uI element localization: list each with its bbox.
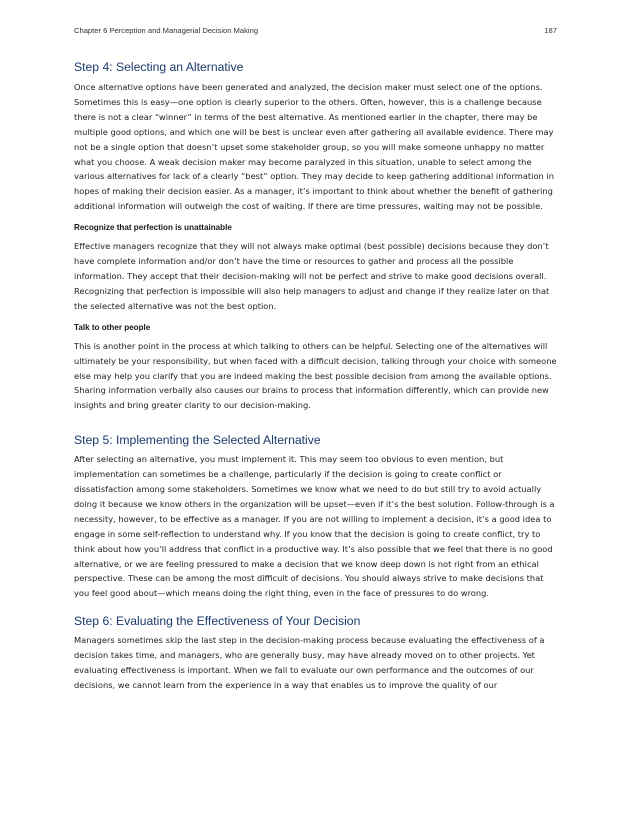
page-number: 187	[544, 26, 557, 35]
page-content	[74, 59, 557, 693]
section-heading-step5: Step 5: Implementing the Selected Alternative	[74, 433, 321, 448]
section-heading-step6: Step 6: Evaluating the Effectiveness of Your Decision	[74, 614, 361, 629]
subheading-perfection: Recognize that perfection is unattainable	[74, 223, 232, 233]
section-heading-step4: Step 4: Selecting an Alternative	[74, 60, 244, 74]
step4-paragraph: Once alternative options have been generated and analyzed, the decision maker must select one of the options. Sometimes this is easy—one option is clearly superior to the others. Often, however, this is a challenge because there is not a clear “winner” in terms of the best alternative. As mentioned earlier in the chapter, there may be multiple good options, and which one will be best is unclear even after gathering all available evidence. There may not be a single option that doesn’t upset some stakeholder group, so you will make someone unhappy no matter what you choose. A weak decision maker may become paralyzed in this situation, unable to select among the various alternatives for lack of a clearly “best” option. They may decide to keep gathering additional information in hopes of making their decision easier. As a manager, it’s important to think about whether the benefit of gathering additional information will outweigh the cost of waiting. If there are time pressures, waiting may not be possible.	[74, 82, 554, 212]
subheading-talk-to-others: Talk to other people	[74, 322, 151, 332]
perfection-paragraph: Effective managers recognize that they will not always make optimal (best possible) decisions because they don’t have complete information and/or don’t have the time or resources to gather and process all the possible information. They accept that their decision-making will not be perfect and strive to make good decisions overall. Recognizing that perfection is impossible will also help managers to adjust and change if they realize later on that the selected alternative was not the best option.	[74, 241, 550, 311]
running-header	[74, 26, 557, 35]
step5-paragraph: After selecting an alternative, you must implement it. This may seem too obvious to even mention, but implementation can sometimes be a challenge, particularly if the decision is going to create conflict or dissatisfaction among some stakeholders. Sometimes we know what we need to do but still try to avoid actually doing it because we know others in the organization will be upset—even if it’s the best solution. Follow-through is a necessity, however, to be effective as a manager. If you are not willing to implement a decision, it’s a good idea to engage in some self-reflection to understand why. If you know that the decision is going to create conflict, try to think about how you’ll address that conflict in a productive way. It’s also possible that we feel that there is no good alternative, or we are feeling pressured to make a decision that we know deep down is not right from an ethical perspective. These can be among the most difficult of decisions. You should always strive to make decisions that you feel good about—which means doing the right thing, even in the face of pressures to do wrong.	[74, 454, 555, 599]
talk-to-others-paragraph: This is another point in the process at which talking to others can be helpful. Selecting one of the alternatives will ultimately be your responsibility, but when faced with a difficult decision, talking through your choice with someone else may help you clarify that you are indeed making the best possible decision from among the available options. Sharing information verbally also causes our brains to process that information differently, which can provide new insights and bring greater clarity to our decision-making.	[74, 340, 557, 411]
chapter-title: Chapter 6 Perception and Managerial Decision Making	[74, 26, 259, 35]
step6-paragraph: Managers sometimes skip the last step in the decision-making process because evaluating the effectiveness of a decision takes time, and managers, who are generally busy, may have already moved on to other projects. Yet evaluating effectiveness is important. When we fail to evaluate our own performance and the outcomes of our decisions, we cannot learn from the experience in a way that enables us to improve the quality of our	[74, 635, 545, 690]
